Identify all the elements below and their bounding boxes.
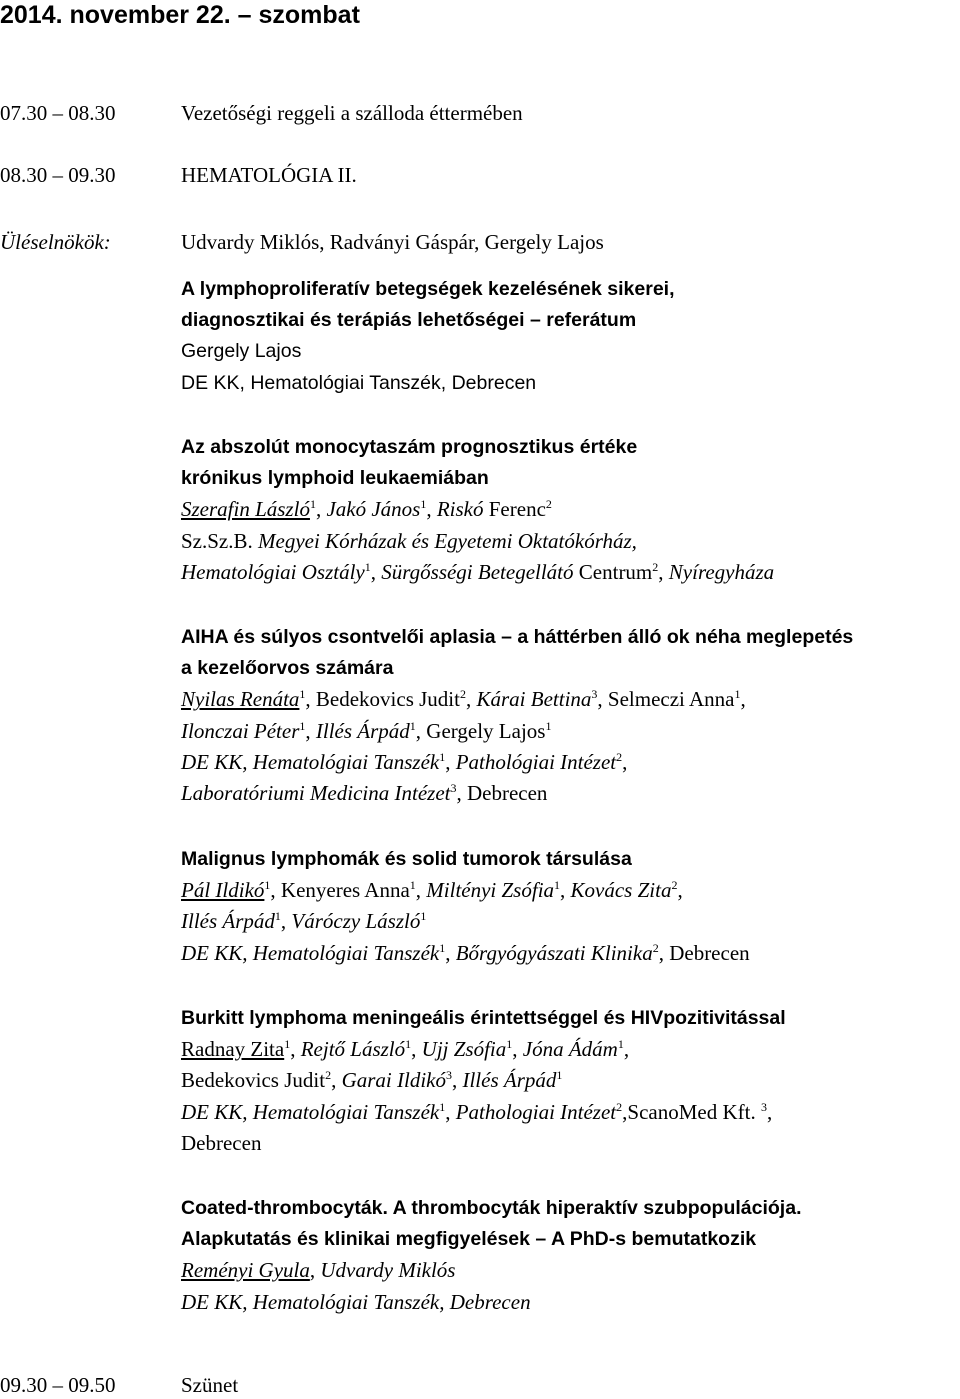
talk-title-line: Coated-thrombocyták. A thrombocyták hiperaktív szubpopulációja. (181, 1197, 802, 1219)
talk-4 (181, 844, 956, 969)
talk-affiliation: Debrecen (181, 1130, 262, 1155)
talk-authors: Illés Árpád$^1$, Váróczy László$^1$ (181, 909, 427, 934)
schedule-time: 07.30 – 08.30 (0, 101, 116, 125)
talk-authors: Pál Ildikó$^1$, Kenyeres Anna$^1$, Miltényi Zsófia$^1$, Kovács Zita$^2$, (181, 878, 683, 903)
talk-affiliation: Hematológiai Osztály$^1$, Sürgősségi Betegellátó Centrum$^2$, Nyíregyháza (181, 559, 775, 584)
talk-title-line: Alapkutatás és klinikai megfigyelések – A PhD-s bemutatkozik (181, 1228, 757, 1251)
break-label: Szünet (181, 1373, 239, 1397)
chairs-label: Üléselnökök: (0, 230, 111, 254)
author: Ujj Zsófia (421, 1037, 507, 1062)
schedule-text: Vezetőségi reggeli a szálloda éttermében (181, 101, 523, 125)
talk-authors: Nyilas Renáta$^1$, Bedekovics Judit$^2$, Kárai Bettina$^3$, Selmeczi Anna$^1$, (181, 687, 746, 712)
talk-authors: Radnay Zita$^1$, Rejtő László$^1$, Ujj Zsófia$^1$, Jóna Ádám$^1$, (181, 1037, 630, 1062)
session-title: HEMATOLÓGIA II. (181, 163, 357, 187)
day-heading: 2014. november 22. – szombat (0, 1, 360, 29)
talk-title-line: A lymphoproliferatív betegségek kezelésének sikerei, (181, 278, 675, 300)
talk-title-line: krónikus lymphoid leukaemiában (181, 467, 489, 490)
talk-1 (181, 274, 956, 399)
presenting-author: Pál Ildikó (181, 878, 265, 903)
author: Jakó János (326, 497, 421, 522)
author: Kárai Bettina (476, 687, 592, 712)
author: Miltényi Zsófia (426, 878, 555, 903)
author: Kenyeres Anna (280, 878, 410, 903)
author: Riskó (436, 497, 484, 522)
author: Selmeczi Anna (607, 687, 735, 712)
author: Bedekovics Judit (181, 1068, 326, 1093)
author: Illés Árpád (315, 718, 410, 743)
chairs-names: Udvardy Miklós, Radványi Gáspár, Gergely Lajos (181, 230, 604, 254)
author: Váróczy László (291, 909, 421, 934)
break-time: 09.30 – 09.50 (0, 1373, 116, 1397)
talk-title-line: Az abszolút monocytaszám prognosztikus értéke (181, 436, 638, 458)
author: Udvardy Miklós (320, 1258, 456, 1283)
presenting-author: Radnay Zita (181, 1037, 285, 1062)
talk-author: Gergely Lajos (181, 340, 302, 363)
author: Garai Ildikó (341, 1068, 446, 1093)
talk-6 (181, 1193, 956, 1318)
author: Gergely Lajos (426, 718, 546, 743)
talk-3 (181, 622, 956, 809)
talk-2 (181, 432, 956, 588)
author: Kovács Zita (570, 878, 672, 903)
author: Ferenc (488, 497, 546, 522)
schedule-time: 08.30 – 09.30 (0, 163, 116, 187)
talk-affiliation: DE KK, Hematológiai Tanszék, Debrecen (181, 1289, 531, 1314)
talk-authors: Bedekovics Judit$^2$, Garai Ildikó$^3$, Illés Árpád$^1$ (181, 1068, 563, 1093)
author: Illés Árpád (181, 909, 275, 934)
talk-title-line: diagnosztikai és terápiás lehetőségei – referátum (181, 309, 637, 332)
presenting-author: Nyilas Renáta (181, 687, 300, 712)
talk-title-line: Malignus lymphomák és solid tumorok társulása (181, 848, 632, 870)
talk-affiliation: DE KK, Hematológiai Tanszék$^1$, Pathológiai Intézet$^2$, (181, 749, 628, 774)
talk-5 (181, 1003, 956, 1159)
talk-authors: Szerafin László$^1$, Jakó János$^1$, Riskó Ferenc$^2$ (181, 497, 552, 522)
talk-authors: Reményi Gyula, Udvardy Miklós (181, 1258, 456, 1283)
author: Bedekovics Judit (315, 687, 460, 712)
talk-affiliation: DE KK, Hematológiai Tanszék$^1$, Bőrgyógyászati Klinika$^2$, Debrecen (181, 940, 750, 965)
presenting-author: Szerafin László (181, 497, 310, 522)
author: Rejtő László (300, 1037, 406, 1062)
talk-affiliation: Sz.Sz.B. Megyei Kórházak és Egyetemi Oktatókórház, (181, 528, 637, 553)
talk-affiliation: Laboratóriumi Medicina Intézet$^3$, Debrecen (181, 781, 548, 806)
author: Illés Árpád (462, 1068, 557, 1093)
talk-affiliation: DE KK, Hematológiai Tanszék$^1$, Pathologiai Intézet$^2$,ScanoMed Kft. $^3$, (181, 1099, 773, 1124)
talk-authors: Ilonczai Péter$^1$, Illés Árpád$^1$, Gergely Lajos$^1$ (181, 718, 552, 743)
author: Jóna Ádám (522, 1037, 618, 1062)
author: Ilonczai Péter (181, 718, 300, 743)
presenting-author: Reményi Gyula (181, 1258, 310, 1283)
talk-title-line: Burkitt lymphoma meningeális érintettséggel és HIVpozitivitással (181, 1007, 786, 1029)
talk-affiliation: DE KK, Hematológiai Tanszék, Debrecen (181, 371, 537, 394)
talk-title-line: a kezelőorvos számára (181, 657, 394, 680)
talk-title-line: AIHA és súlyos csontvelői aplasia – a háttérben álló ok néha meglepetés (181, 626, 854, 648)
